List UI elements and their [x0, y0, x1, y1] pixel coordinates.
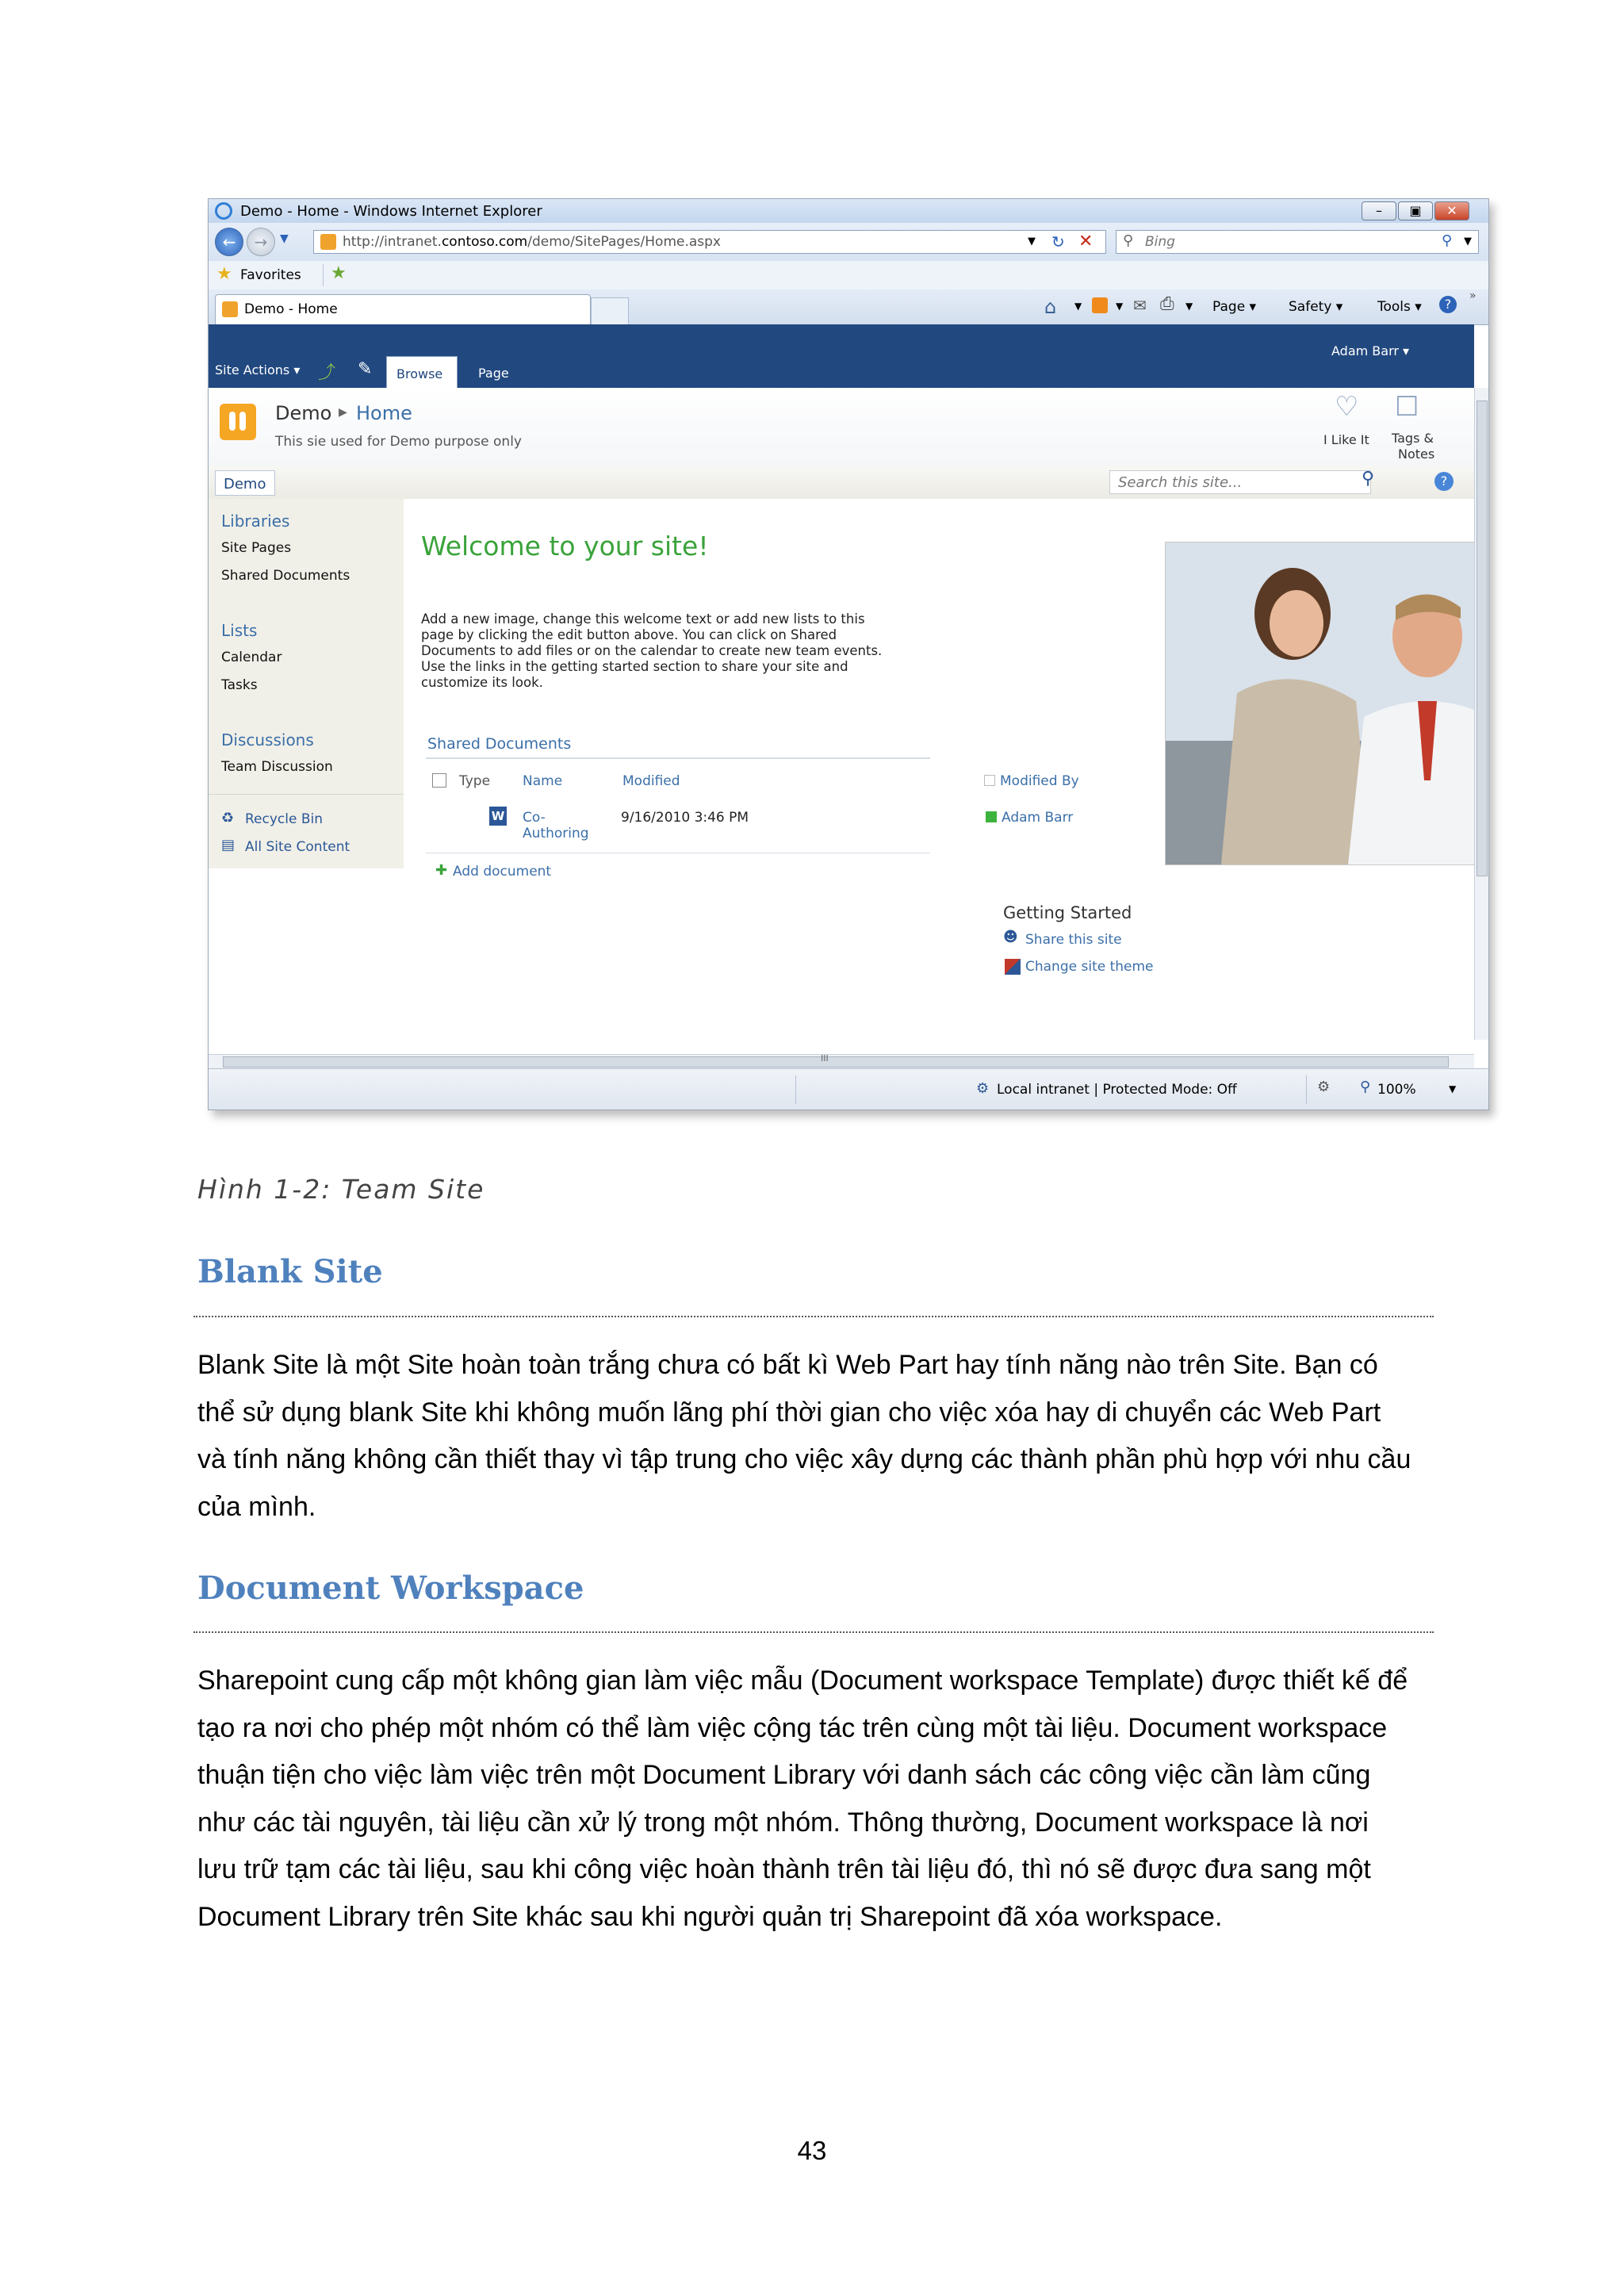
vertical-scroll-thumb[interactable] — [1477, 401, 1488, 876]
zoom-icon: ⚲ — [1360, 1079, 1371, 1095]
site-search-input[interactable] — [1109, 470, 1371, 494]
home-icon[interactable]: ⌂ — [1044, 296, 1057, 318]
window-title: Demo - Home - Windows Internet Explorer — [240, 203, 542, 220]
favorites-star-icon[interactable]: ★ — [216, 264, 232, 284]
tab-label: Demo - Home — [244, 301, 338, 317]
maximize-button[interactable]: ▣ — [1398, 201, 1433, 220]
ql-libraries[interactable]: Libraries — [221, 512, 290, 531]
favorites-separator — [323, 264, 324, 286]
tools-menu[interactable]: Tools ▾ — [1377, 299, 1422, 315]
doc-modified: 9/16/2010 3:46 PM — [621, 810, 749, 826]
tab-page[interactable]: Page — [478, 366, 509, 381]
zoom-dropdown-icon[interactable]: ▼ — [1449, 1083, 1457, 1094]
person-left-face — [1270, 590, 1323, 657]
tags-label-line2[interactable]: Notes — [1398, 447, 1435, 462]
welcome-line: Use the links in the getting started section to share your site and — [421, 659, 848, 674]
ql-all-site-content[interactable]: All Site Content — [245, 839, 350, 855]
favorites-bar — [209, 261, 1488, 290]
welcome-title: Welcome to your site! — [421, 531, 709, 562]
text-line: lưu trữ tạm các tài liệu, sau khi công việc hoàn thành trên tài liệu đó, thì nó sẽ được đưa sang một — [197, 1854, 1371, 1884]
stop-icon[interactable]: ✕ — [1078, 232, 1094, 251]
tabs-row — [209, 289, 1488, 325]
search-icon[interactable]: ⚲ — [1442, 232, 1453, 249]
text-line: của mình. — [197, 1491, 316, 1522]
url-prefix: http://intranet. — [343, 234, 442, 250]
ql-shared-documents[interactable]: Shared Documents — [221, 568, 350, 584]
site-search-icon[interactable]: ⚲ — [1362, 469, 1375, 489]
team-photo-drawing — [1166, 542, 1489, 864]
tab-favicon-icon — [222, 301, 238, 317]
site-favicon-icon — [320, 234, 336, 250]
presence-icon — [986, 811, 997, 822]
text-line: tạo ra nơi cho phép một nhóm có thể làm việc cộng tác trên cùng một tài liệu. Document workspace — [197, 1712, 1388, 1743]
read-mail-icon[interactable]: ✉ — [1133, 296, 1147, 315]
like-button[interactable]: I Like It — [1323, 432, 1369, 447]
new-tab-button[interactable] — [591, 297, 629, 324]
topnav-demo-label: Demo — [224, 476, 266, 493]
minimize-button[interactable]: – — [1362, 201, 1396, 220]
navigate-up-icon[interactable]: ⤴ — [318, 363, 336, 383]
paragraph-document-workspace — [197, 1658, 1442, 1941]
ql-team-discussion[interactable]: Team Discussion — [221, 759, 333, 775]
more-commands-icon[interactable]: » — [1469, 289, 1477, 302]
browser-search-box[interactable] — [1116, 230, 1479, 254]
like-icon[interactable]: ♡ — [1335, 391, 1359, 423]
word-document-icon[interactable]: W — [489, 807, 507, 826]
feeds-icon[interactable] — [1092, 297, 1108, 313]
doc-modified-by[interactable]: Adam Barr — [1002, 810, 1074, 826]
add-favorite-icon[interactable]: ★ — [331, 263, 347, 283]
tags-icon[interactable]: ☐ — [1395, 391, 1419, 423]
webpart-title-rule — [426, 757, 930, 759]
recent-pages-icon[interactable]: ▼ — [280, 232, 289, 245]
share-site-link[interactable]: Share this site — [1025, 932, 1122, 948]
url-path: /demo/SitePages/Home.aspx — [527, 234, 721, 250]
security-zone[interactable]: Local intranet | Protected Mode: Off — [997, 1082, 1237, 1098]
site-actions-menu[interactable]: Site Actions ▾ — [215, 362, 301, 378]
feeds-dropdown-icon[interactable]: ▼ — [1116, 301, 1124, 312]
col-name[interactable]: Name — [523, 773, 563, 789]
welcome-line: Add a new image, change this welcome text or add new lists to this — [421, 611, 865, 627]
site-search-placeholder: Search this site... — [1118, 474, 1243, 491]
address-bar[interactable] — [313, 230, 1106, 254]
browser-search-placeholder: Bing — [1145, 234, 1175, 250]
tab-demo-home[interactable] — [215, 294, 591, 324]
welcome-line: customize its look. — [421, 675, 543, 690]
sp-main-content — [404, 499, 1474, 1059]
text-line: Document Library trên Site khác sau khi người quản trị Sharepoint đã xóa workspace. — [197, 1901, 1223, 1932]
address-row — [209, 223, 1488, 261]
col-modified-by[interactable]: Modified By — [1000, 773, 1079, 789]
person-left-body — [1221, 679, 1372, 864]
col-modified[interactable]: Modified — [622, 773, 680, 789]
tab-browse[interactable] — [386, 356, 458, 388]
heading-rule — [193, 1316, 1434, 1317]
vertical-scrollbar[interactable] — [1474, 388, 1489, 1040]
ql-recycle-bin[interactable]: Recycle Bin — [245, 811, 324, 827]
ie-logo-icon — [215, 202, 232, 220]
url-domain: contoso.com — [441, 234, 528, 250]
text-line: Sharepoint cung cấp một không gian làm việc mẫu (Document workspace Template) được thiết kế để — [197, 1665, 1408, 1696]
horizontal-scrollbar[interactable] — [209, 1054, 1474, 1069]
welcome-text — [421, 611, 882, 691]
horizontal-scroll-thumb[interactable] — [223, 1056, 1449, 1068]
edit-page-icon[interactable]: ✎ — [358, 359, 373, 379]
site-logo-icon — [220, 404, 256, 440]
add-document-link[interactable]: Add document — [453, 864, 552, 880]
address-dropdown-icon[interactable]: ▼ — [1028, 236, 1036, 247]
sp-ribbon — [209, 324, 1474, 388]
add-icon: ✚ — [435, 862, 448, 879]
person-middle-body — [1348, 701, 1489, 864]
page-number: 43 — [797, 2136, 827, 2165]
share-site-icon: ☻ — [1003, 929, 1018, 945]
close-button[interactable]: ✕ — [1434, 201, 1469, 220]
protected-mode-icon[interactable]: ⚙ — [1317, 1079, 1331, 1095]
change-theme-link[interactable]: Change site theme — [1025, 959, 1154, 975]
print-icon[interactable]: ⎙ — [1160, 294, 1174, 314]
col-type[interactable]: Type — [459, 773, 491, 789]
text-line: thuận tiện cho việc làm việc trên một Document Library với danh sách các công việc cần làm cũng — [197, 1760, 1371, 1790]
user-menu[interactable]: Adam Barr ▾ — [1331, 343, 1410, 358]
modified-by-filter-icon[interactable] — [984, 775, 995, 786]
breadcrumb-site[interactable]: Demo — [275, 402, 332, 424]
zoom-level[interactable]: 100% — [1377, 1082, 1416, 1098]
safety-menu[interactable]: Safety ▾ — [1289, 299, 1343, 315]
ql-tasks[interactable]: Tasks — [221, 677, 258, 693]
favorites-button[interactable]: Favorites — [240, 267, 301, 283]
theme-icon — [1005, 959, 1021, 975]
sp-top-nav — [209, 466, 1474, 500]
back-button[interactable]: ← — [215, 228, 243, 256]
shared-documents-title[interactable]: Shared Documents — [427, 735, 572, 753]
globe-icon: ⚙ — [976, 1080, 990, 1097]
getting-started-title: Getting Started — [1003, 903, 1132, 922]
help-icon[interactable]: ? — [1439, 296, 1457, 313]
recycle-bin-icon: ♻ — [221, 810, 235, 826]
welcome-line: Documents to add files or on the calendar to create new team events. — [421, 643, 883, 658]
page-menu[interactable]: Page ▾ — [1212, 299, 1257, 315]
text-line: Blank Site là một Site hoàn toàn trắng chưa có bất kì Web Part hay tính năng nào trên Site. Bạn có — [197, 1350, 1378, 1380]
text-line: như các tài nguyên, tài liệu cần xử lý trong một nhóm. Thông thường, Document workspace là nơi — [197, 1807, 1369, 1838]
figure-caption: Hình 1-2: Team Site — [197, 1174, 485, 1205]
welcome-line: page by clicking the edit button above. You can click on Shared — [421, 627, 837, 642]
sp-title-row — [209, 388, 1474, 466]
search-provider-icon: ⚲ — [1123, 232, 1134, 249]
heading-blank-site: Blank Site — [197, 1253, 383, 1290]
sp-help-icon[interactable]: ? — [1434, 472, 1454, 491]
select-all-checkbox[interactable] — [432, 773, 446, 788]
search-options-icon[interactable]: ▼ — [1464, 236, 1472, 247]
ql-discussions[interactable]: Discussions — [221, 730, 314, 749]
status-divider — [795, 1075, 796, 1104]
ql-lists[interactable]: Lists — [221, 621, 258, 640]
team-photo — [1165, 542, 1489, 865]
status-bar — [209, 1068, 1488, 1110]
home-dropdown-icon[interactable]: ▼ — [1074, 301, 1082, 312]
refresh-icon[interactable]: ↻ — [1051, 232, 1065, 251]
breadcrumb-arrow-icon: ▶ — [339, 406, 347, 419]
forward-button[interactable]: → — [247, 228, 275, 256]
breadcrumb-page: Home — [356, 402, 412, 424]
browser-title-bar — [209, 199, 1488, 224]
doc-name-line1[interactable]: Co- — [523, 810, 546, 826]
tab-browse-label: Browse — [396, 366, 443, 381]
text-line: thể sử dụng blank Site khi không muốn lãng phí thời gian cho việc xóa hay di chuyển các Web Part — [197, 1397, 1381, 1428]
paragraph-blank-site — [197, 1342, 1442, 1531]
site-description: This sie used for Demo purpose only — [275, 434, 522, 450]
status-divider — [1306, 1075, 1307, 1104]
tags-label-line1[interactable]: Tags & — [1392, 431, 1434, 446]
ql-divider — [209, 794, 404, 795]
team-site-screenshot — [208, 198, 1489, 1110]
text-line: và tính năng không cần thiết thay vì tập trung cho việc xây dựng các thành phần phù hợp với nhu cầu — [197, 1444, 1411, 1474]
print-dropdown-icon[interactable]: ▼ — [1185, 301, 1193, 312]
heading-document-workspace: Document Workspace — [197, 1570, 584, 1607]
quick-launch — [209, 499, 404, 868]
ql-site-pages[interactable]: Site Pages — [221, 540, 292, 556]
ql-calendar[interactable]: Calendar — [221, 650, 282, 665]
all-content-icon: ▤ — [221, 837, 236, 853]
doc-name-line2[interactable]: Authoring — [523, 826, 589, 841]
scroll-grip: III — [821, 1053, 829, 1064]
topnav-demo-tab[interactable] — [215, 470, 275, 496]
heading-rule — [193, 1631, 1434, 1633]
